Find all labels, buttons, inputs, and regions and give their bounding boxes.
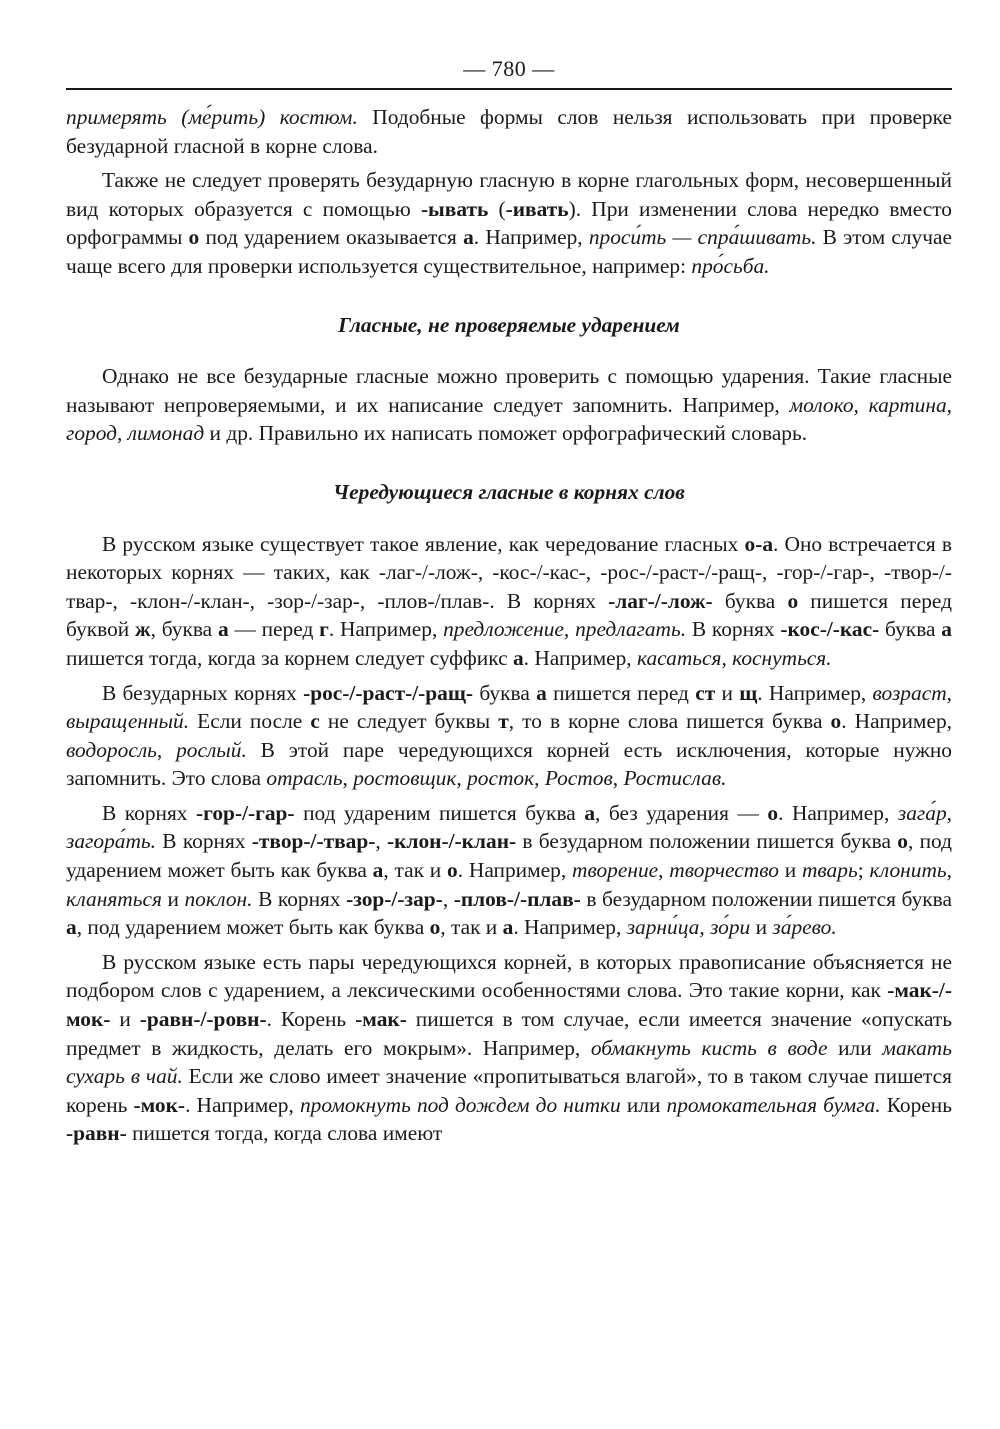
paragraph-5: В безударных корнях -рос-/-раст-/-ращ- буква а пишется перед ст и щ. Например, возраст, выращенный. Если после с не следует буквы т, то в корне слова пишется буква о. Например, водоросль, рослый. В этой паре чередующихся корней есть исключения, которые нужно запомнить. Это слова отрасль, ростовщик, росток, Ростов, Ростислав. [66, 680, 953, 791]
paragraph-3: Однако не все безударные гласные можно проверить с помощью ударения. Такие гласные называют непроверяемыми, и их написание следует запомнить. Например, молоко, картина, город, лимонад и др. Правильно их написать поможет орфографический словарь. [66, 364, 952, 446]
section-heading-alternating-vowels: Чередующиеся гласные в корнях слов [333, 479, 685, 504]
paragraph-2: Также не следует проверять безударную гласную в корне глагольных форм, несовершенный вид которых образуется с помощью -ывать (-ивать). При изменении слова нередко вместо орфограммы о под ударением оказывается а. Например, проси́ть — спра́шивать. В этом случае чаще всего для проверки используется существительное, например: про́сьба. [66, 168, 952, 278]
section-heading-unverifiable-vowels: Гласные, не проверяемые ударением [338, 312, 680, 337]
page-body [66, 103, 952, 1148]
page-header [66, 52, 952, 90]
paragraph-6: В корнях -гор-/-гар- под удареним пишется буква а, без ударения — о. Например, зага́р, загора́ть. В корнях -твор-/-твар-, -клон-/-клан- в безударном положении пишется буква о, под ударением может быть как буква а, так и о. Например, творение, творчество и тварь; клонить, кланяться и поклон. В корнях -зор-/-зар-, -плов-/-плав- в безударном положении пишется буква а, под ударением может быть как буква о, так и а. Например, зарни́ца, зо́ри и за́рево. [66, 800, 953, 940]
paragraph-4: В русском языке существует такое явление, как чередование гласных о-а. Оно встречается в некоторых корнях — таких, как -лаг-/-лож-, -кос-/-кас-, -рос-/-раст-/-ращ-, -гор-/-гар-, -твор-/-твар-, -клон-/-клан-, -зор-/-зар-, -плов-/плав-. В корнях -лаг-/-лож- буква о пишется перед буквой ж, буква а — перед г. Например, предложение, предлагать. В корнях -кос-/-кас- буква а пишется тогда, когда за корнем следует суффикс а. Например, касаться, коснуться. [66, 531, 952, 670]
paragraph-1: примерять (ме́рить) костюм. Подобные формы слов нельзя использовать при проверке безударной гласной в корне слова. [66, 105, 952, 158]
page-number: — 780 — [463, 56, 555, 81]
paragraph-7: В русском языке есть пары чередующихся корней, в которых правописание объясняется не подбором слов с ударением, а лексическими особенностями слова. Это такие корни, как -мак-/-мок- и -равн-/-ровн-. Корень -мак- пишется в том случае, если имеется значение «опускать предмет в жидкость, делать его мокрым». Например, обмакнуть кисть в воде или макать сухарь в чай. Если же слово имеет значение «пропитываться влагой», то в таком случае пишется корень -мок-. Например, промокнуть под дождем до нитки или промокательная бумга. Корень -равн- пишется тогда, когда слова имеют [66, 949, 952, 1146]
